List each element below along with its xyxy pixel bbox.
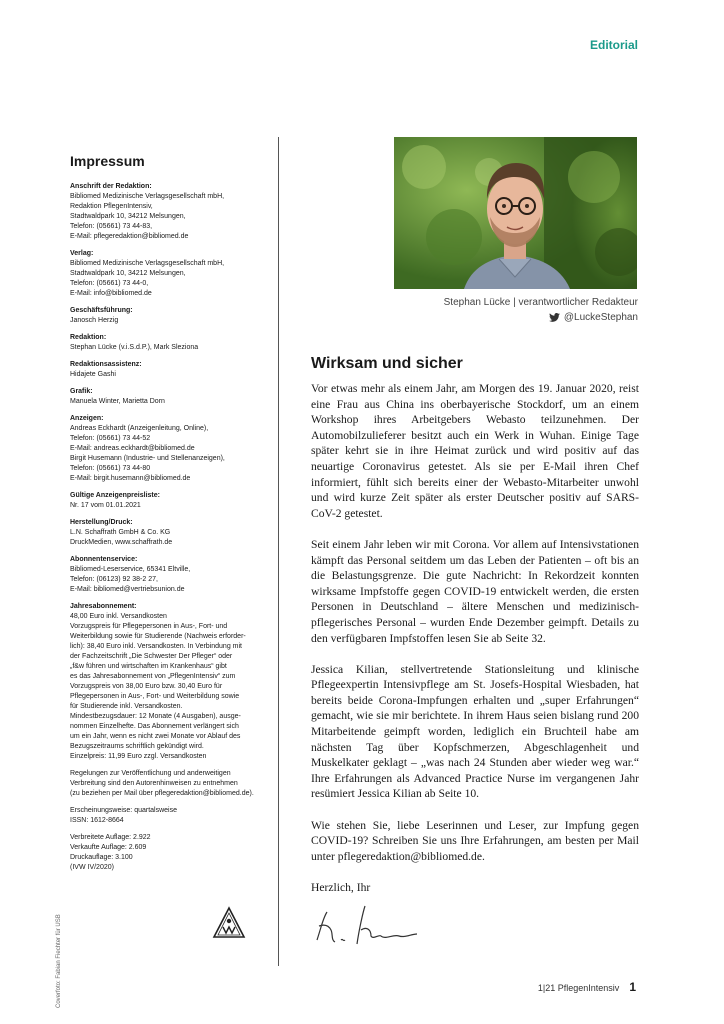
impressum-line: Telefon: (05661) 73 44-52 <box>70 435 151 442</box>
impressum-heading: Abonnentenservice: <box>70 556 138 563</box>
impressum-line: nommen Einzelhefte. Das Abonnement verlängert sich <box>70 723 239 730</box>
impressum-line: Bibliomed Medizinische Verlagsgesellschaft mbH, <box>70 193 225 200</box>
impressum-block <box>70 491 270 511</box>
impressum-line: Erscheinungsweise: quartalsweise <box>70 807 177 814</box>
cover-credit-wrap <box>56 914 64 1010</box>
portrait-caption <box>444 295 638 327</box>
impressum-heading: Anschrift der Redaktion: <box>70 183 152 190</box>
ivw-logo <box>212 906 246 940</box>
impressum-line: Verbreitete Auflage: 2.922 <box>70 834 151 841</box>
impressum-line: Andreas Eckhardt (Anzeigenleitung, Online), <box>70 425 209 432</box>
editorial-paragraph: Seit einem Jahr leben wir mit Corona. Vor allem auf Intensivstationen kämpft das Personal seitdem um das Leben der Patienten – oft bis an die Belastungsgrenze. Die gute Nachricht: In Rekordzeit konnten wirksame Impfstoffe gegen COVID-19 entwickelt werden, die ersten Personen in Deutschland – ältere Menschen und medizinisch-pflegerisches Personal – wurden Ende Dezember geimpft. Details zu den verfügbaren Impfstoffen lesen Sie ab Seite 32. <box>311 537 639 645</box>
page-number: 1 <box>629 980 636 994</box>
author-portrait <box>394 137 637 289</box>
impressum-line: der Fachzeitschrift „Die Schwester Der Pfleger“ oder <box>70 653 233 660</box>
twitter-handle-row[interactable] <box>549 310 638 325</box>
impressum-block <box>70 555 270 595</box>
impressum-line: Bibliomed-Leserservice, 65341 Eltville, <box>70 566 191 573</box>
impressum-line: Telefon: (06123) 92 38-2 27, <box>70 576 158 583</box>
impressum-block <box>70 806 270 826</box>
impressum-line: Nr. 17 vom 01.01.2021 <box>70 502 141 509</box>
editorial-paragraph: Herzlich, Ihr <box>311 881 371 894</box>
impressum-column <box>70 153 270 880</box>
impressum-line: Telefon: (05661) 73 44-80 <box>70 465 151 472</box>
impressum-line: Stadtwaldpark 10, 34212 Melsungen, <box>70 270 186 277</box>
impressum-line: ISSN: 1612-8664 <box>70 817 124 824</box>
column-divider <box>278 137 279 966</box>
editorial-paragraph: Vor etwas mehr als einem Jahr, am Morgen des 19. Januar 2020, reist eine Frau aus China ins oberbayerische Stockdorf, um an einem Workshop ihres Arbeitgebers Webasto teilzunehmen. Der Automobilzulieferer besitzt auch ein Werk in Wuhan. Einige Tage später kehrt sie in ihre Heimat zurück und wird positiv auf das neuartige Coronavirus getestet. Als sie per E-Mail ihren Chef informiert, fühlt sich bereits einer der Webasto-Mitarbeiter unwohl und wird kurze Zeit später als erster Deutscher positiv auf SARS-CoV-2 getestet. <box>311 382 639 520</box>
impressum-block <box>70 602 270 762</box>
twitter-bird-icon <box>549 313 560 322</box>
impressum-line: E-Mail: pflegeredaktion@bibliomed.de <box>70 233 189 240</box>
impressum-line: Verkaufte Auflage: 2.609 <box>70 844 147 851</box>
section-label: Editorial <box>589 38 638 52</box>
impressum-block <box>70 414 270 484</box>
impressum-line: Vorzugspreis für Pflegepersonen in Aus-, Fort- und <box>70 623 228 630</box>
author-signature <box>313 900 423 950</box>
page-footer <box>538 980 636 994</box>
impressum-heading: Jahresabonnement: <box>70 603 137 610</box>
impressum-line: Manuela Winter, Marietta Dorn <box>70 398 165 405</box>
impressum-line: „f&w führen und wirtschaften im Krankenhaus“ gibt <box>70 663 227 670</box>
impressum-block <box>70 249 270 299</box>
impressum-line: 48,00 Euro inkl. Versandkosten <box>70 613 167 620</box>
impressum-blocks <box>70 182 270 873</box>
footer-issue: 1|21 PflegenIntensiv <box>537 983 620 993</box>
impressum-line: Birgit Husemann (Industrie- und Stellenanzeigen), <box>70 455 225 462</box>
impressum-line: Mindestbezugsdauer: 12 Monate (4 Ausgaben), ausge- <box>70 713 241 720</box>
impressum-line: Vorzugspreis von 38,00 Euro bzw. 30,40 Euro für <box>70 683 223 690</box>
impressum-heading: Anzeigen: <box>70 415 104 422</box>
impressum-line: L.N. Schaffrath GmbH & Co. KG <box>70 529 171 536</box>
impressum-heading: Grafik: <box>70 388 93 395</box>
impressum-line: Hidajete Gashi <box>70 371 116 378</box>
impressum-line: Stephan Lücke (v.i.S.d.P.), Mark Sleziona <box>70 344 199 351</box>
caption-name: Stephan Lücke | verantwortlicher Redakteur <box>443 297 638 308</box>
impressum-line: Verbreitung sind den Autorenhinweisen zu entnehmen <box>70 780 238 787</box>
impressum-line: Redaktion PflegenIntensiv, <box>70 203 153 210</box>
impressum-line: um ein Jahr, wenn es nicht zwei Monate vor Ablauf des <box>70 733 241 740</box>
twitter-handle[interactable]: @LuckeStephan <box>563 312 638 323</box>
impressum-heading: Redaktionsassistenz: <box>70 361 142 368</box>
impressum-line: Telefon: (05661) 73 44-83, <box>70 223 153 230</box>
editorial-paragraph: Wie stehen Sie, liebe Leserinnen und Leser, zur Impfung gegen COVID-19? Schreiben Sie uns Ihre Erfahrungen, am besten per Mail unter pflegeredaktion@bibliomed.de. <box>311 818 639 863</box>
editorial-paragraph: Jessica Kilian, stellvertretende Stationsleitung und klinische Pflegeexpertin Intensivpflege am St. Josefs-Hospital Wiesbaden, hat bereits beide Corona-Impfungen erhalten und „super Erfahrungen“ gemacht, wie sie mir berichtete. In ihrem Haus seien bislang rund 200 Mitarbeitende geimpft worden, lediglich ein Bruchteil habe am nächsten Tag über Kopfschmerzen, Abgeschlagenheit und Muskelkater geklagt – „was nach 24 Stunden aber wieder weg war.“ Ihre Erfahrungen als Advanced Practice Nurse im vergangenen Jahr resümiert Jessica Kilian ab Seite 10. <box>311 662 639 801</box>
impressum-line: (zu beziehen per Mail über pflegeredaktion@bibliomed.de). <box>70 790 254 797</box>
impressum-heading: Gültige Anzeigenpreisliste: <box>70 492 160 499</box>
impressum-heading: Redaktion: <box>70 334 107 341</box>
impressum-line: E-Mail: birgit.husemann@bibliomed.de <box>70 475 191 482</box>
impressum-heading: Geschäftsführung: <box>70 307 133 314</box>
impressum-line: lich): 38,40 Euro inkl. Versandkosten. In Verbindung mit <box>70 643 242 650</box>
impressum-heading: Verlag: <box>70 250 94 257</box>
impressum-block <box>70 182 270 242</box>
impressum-line: DruckMedien, www.schaffrath.de <box>70 539 173 546</box>
impressum-line: E-Mail: bibliomed@vertriebsunion.de <box>70 586 185 593</box>
impressum-block <box>70 833 270 873</box>
impressum-block <box>70 769 270 799</box>
impressum-line: Bezugszeitraums schriftlich gekündigt wird. <box>70 743 204 750</box>
impressum-line: Weiterbildung sowie für Studierende (Nachweis erforder- <box>70 633 246 640</box>
impressum-line: Druckauflage: 3.100 <box>70 854 133 861</box>
impressum-line: Regelungen zur Veröffentlichung und anderweitigen <box>70 770 231 777</box>
editorial-title: Wirksam und sicher <box>311 355 463 372</box>
impressum-block <box>70 306 270 326</box>
impressum-line: Einzelpreis: 11,99 Euro zzgl. Versandkosten <box>70 753 207 760</box>
impressum-title: Impressum <box>70 153 145 169</box>
impressum-line: (IVW IV/2020) <box>70 864 114 871</box>
cover-credit: Coverfoto: Fabian Fiechter für USB <box>56 914 62 1008</box>
impressum-line: es das Jahresabonnement von „PflegenIntensiv“ zum <box>70 673 236 680</box>
impressum-heading: Herstellung/Druck: <box>70 519 133 526</box>
impressum-block <box>70 360 270 380</box>
impressum-block <box>70 387 270 407</box>
impressum-line: Telefon: (05661) 73 44-0, <box>70 280 149 287</box>
impressum-block <box>70 518 270 548</box>
impressum-line: Pflegepersonen in Aus-, Fort- und Weiterbildung sowie <box>70 693 240 700</box>
impressum-block <box>70 333 270 353</box>
impressum-line: E-Mail: andreas.eckhardt@bibliomed.de <box>70 445 195 452</box>
impressum-line: Janosch Herzig <box>70 317 119 324</box>
impressum-line: für Studierende inkl. Versandkosten. <box>70 703 183 710</box>
impressum-line: Stadtwaldpark 10, 34212 Melsungen, <box>70 213 186 220</box>
impressum-line: Bibliomed Medizinische Verlagsgesellschaft mbH, <box>70 260 225 267</box>
editorial-body <box>311 381 639 911</box>
impressum-line: E-Mail: info@bibliomed.de <box>70 290 152 297</box>
